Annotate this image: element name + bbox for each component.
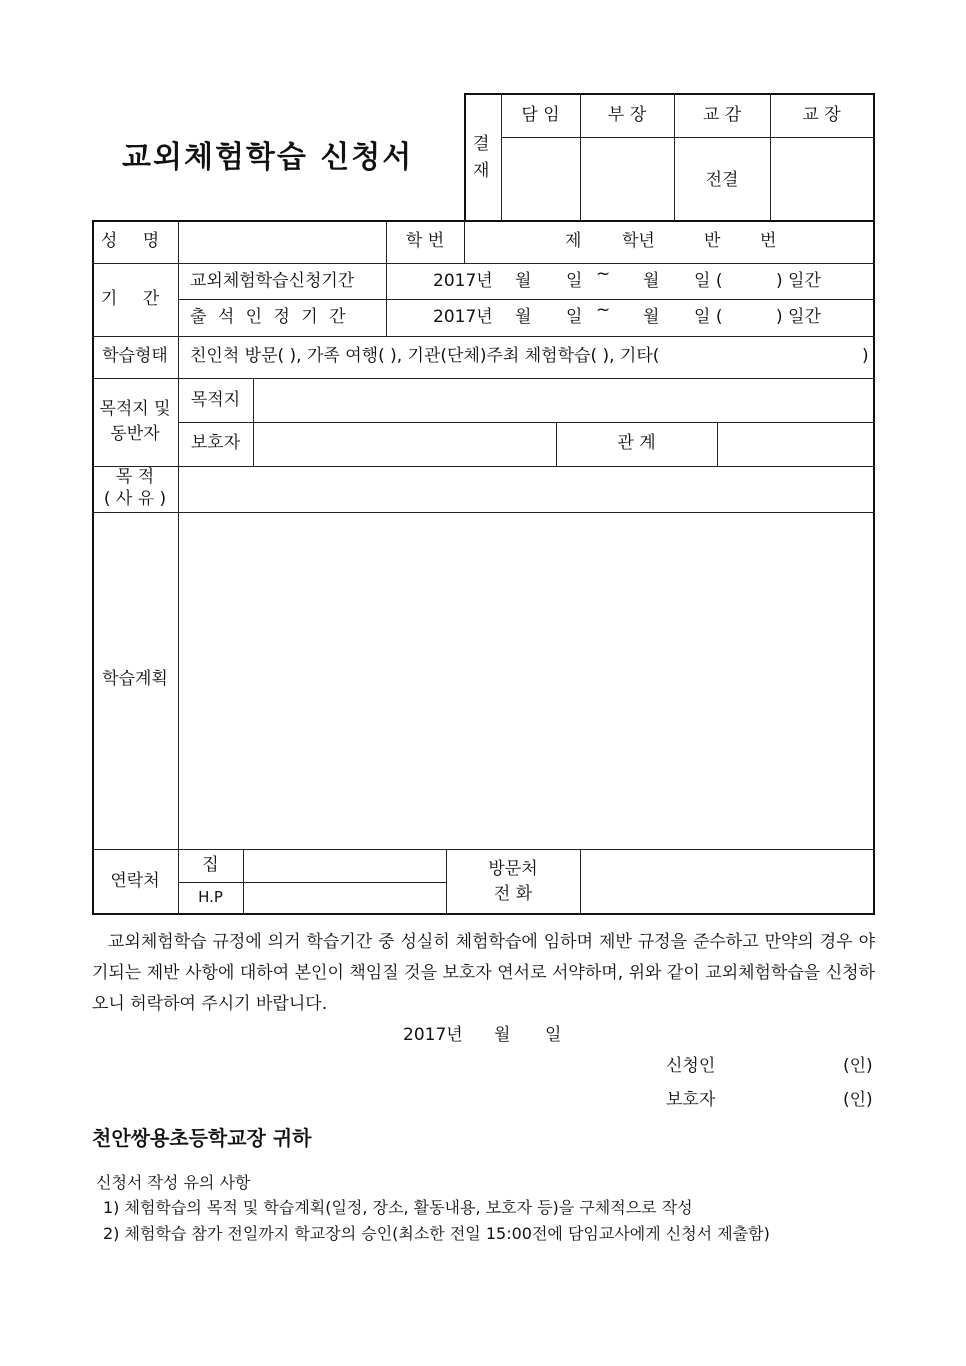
guardian-field[interactable]	[254, 423, 556, 466]
date-year: 2017년	[403, 1025, 463, 1045]
period-label: 기 간	[100, 289, 170, 309]
period-year: 2017년	[433, 271, 493, 291]
approval-side-label: 결	[473, 134, 490, 154]
approval-header-principal: 교 장	[802, 105, 841, 125]
period-day: 일	[566, 271, 583, 291]
learning-type-options[interactable]: 친인척 방문( ), 가족 여행( ), 기관(단체)주최 체험학습( ), 기타(	[190, 346, 660, 366]
name-field[interactable]	[179, 221, 385, 263]
approval-header-homeroom: 담 임	[521, 105, 560, 125]
applicant-seal[interactable]: (인)	[843, 1056, 873, 1076]
period-month: 월	[515, 271, 532, 291]
home-phone-field[interactable]	[244, 850, 446, 882]
period-month-end: 월	[643, 307, 660, 327]
relation-field[interactable]	[718, 423, 873, 466]
student-number-grade-prefix: 제	[565, 231, 582, 251]
student-number-class: 반	[704, 231, 721, 251]
approval-header-dept-head: 부 장	[607, 105, 647, 125]
mobile-phone-label: H.P	[198, 888, 223, 906]
approval-delegated-note: 전결	[705, 170, 739, 190]
period-days: ) 일간	[776, 271, 821, 291]
learning-type-close: )	[862, 346, 869, 366]
notes-item: 1) 체험학습의 목적 및 학습계획(일정, 장소, 활동내용, 보호자 등)을 구체적으로 작성	[103, 1198, 693, 1217]
student-number-field[interactable]	[465, 221, 873, 263]
relation-label: 관 계	[617, 433, 656, 453]
contact-label: 연락처	[110, 871, 160, 891]
period-day-end: 일 (	[694, 271, 723, 291]
home-phone-label: 집	[202, 855, 219, 875]
guardian-sign-label: 보호자	[666, 1090, 716, 1110]
applicant-label: 신청인	[666, 1056, 716, 1076]
guardian-seal[interactable]: (인)	[843, 1090, 873, 1110]
purpose-label: ( 사 유 )	[103, 489, 167, 509]
student-number-label: 학 번	[405, 231, 445, 251]
period-year: 2017년	[433, 307, 493, 327]
notes-item: 2) 체험학습 참가 전일까지 학교장의 승인(최소한 전일 15:00전에 담임교사에게 신청서 제출함)	[103, 1224, 770, 1243]
destination-label: 목적지	[190, 390, 241, 410]
application-period-label: 교외체험학습신청기간	[190, 271, 355, 291]
student-number-number: 번	[760, 231, 777, 251]
guardian-label: 보호자	[190, 433, 241, 453]
period-month-end: 월	[643, 271, 660, 291]
visit-phone-label: 전 화	[493, 884, 533, 904]
period-day: 일	[566, 307, 583, 327]
period-day-end: 일 (	[694, 307, 723, 327]
date-month: 월	[494, 1025, 511, 1045]
attendance-period-label: 출 석 인 정 기 간	[190, 307, 349, 327]
notes-heading: 신청서 작성 유의 사항	[96, 1173, 251, 1192]
date-day: 일	[545, 1025, 562, 1045]
period-tilde: ~	[596, 300, 611, 320]
destination-companion-label: 동반자	[110, 424, 160, 444]
page-title: 교외체험학습 신청서	[122, 140, 414, 175]
student-number-grade: 학년	[622, 231, 655, 251]
approval-header-vice-principal: 교 감	[702, 105, 742, 125]
addressee: 천안쌍용초등학교장 귀하	[92, 1126, 312, 1150]
pledge-statement: 교외체험학습 규정에 의거 학습기간 중 성실히 체험학습에 임하며 제반 규정을 준수하고 만약의 경우 야기되는 제반 사항에 대하여 본인이 책임질 것을 보호자 연서로 서약하며, 위와 같이 교외체험학습을 신청하오니 허락하여 주시기 바랍니다.	[92, 932, 875, 1014]
name-label: 성 명	[100, 231, 170, 251]
mobile-phone-field[interactable]	[244, 883, 446, 913]
approval-side-label: 재	[473, 161, 490, 181]
period-days: ) 일간	[776, 307, 821, 327]
period-tilde: ~	[596, 264, 611, 284]
destination-companion-label: 목적지 및	[99, 399, 171, 419]
learning-plan-field[interactable]	[179, 513, 873, 849]
period-month: 월	[515, 307, 532, 327]
visit-phone-label: 방문처	[488, 859, 538, 879]
destination-field[interactable]	[254, 379, 873, 422]
visit-phone-field[interactable]	[581, 850, 873, 913]
learning-type-label: 학습형태	[102, 346, 168, 366]
purpose-field[interactable]	[179, 467, 873, 512]
purpose-label: 목 적	[115, 467, 155, 487]
learning-plan-label: 학습계획	[102, 669, 168, 689]
